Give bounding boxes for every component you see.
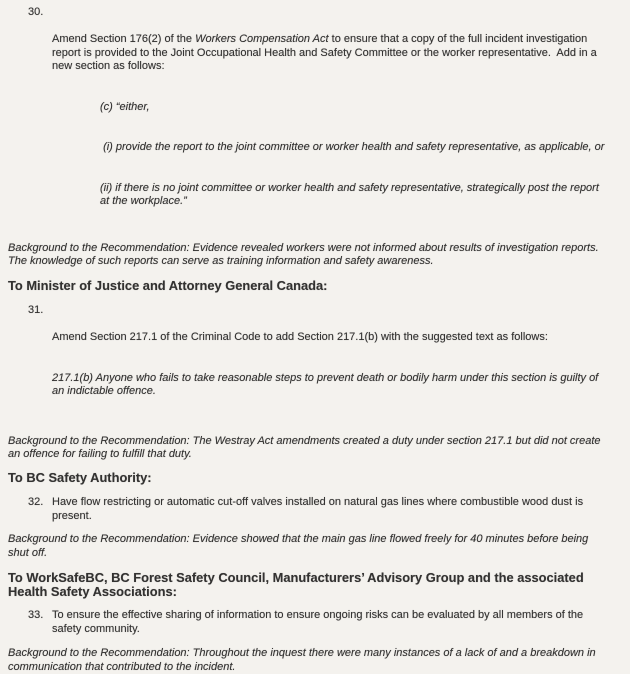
recommendation-30-content	[52, 6, 610, 236]
recommendation-33	[28, 609, 610, 636]
recommendation-32-content: Have flow restricting or automatic cut-off valves installed on natural gas lines where combustible wood dust is present.	[52, 496, 587, 522]
recommendation-33-content: To ensure the effective sharing of information to ensure ongoing risks can be evaluated by all members of the safety community.	[52, 609, 587, 635]
recommendation-31-intro: Amend Section 217.1 of the Criminal Code to add Section 217.1(b) with the suggested text as follows:	[52, 331, 548, 343]
act-name-italic: Workers Compensation Act	[195, 33, 329, 45]
recommendation-30-paragraph	[52, 33, 610, 74]
recommendation-32-number: 32.	[28, 496, 44, 508]
background-recommendation-32: Background to the Recommendation: Evidence showed that the main gas line flowed freely for 40 minutes before being shut off.	[8, 533, 592, 559]
recommendation-31-number: 31.	[28, 304, 44, 316]
recommendation-31-quoted-text: 217.1(b) Anyone who fails to take reasonable steps to prevent death or bodily harm under this section is guilty of an indictable offence.	[52, 371, 602, 397]
recommendation-33-number: 33.	[28, 609, 44, 621]
background-recommendation-31: Background to the Recommendation: The Westray Act amendments created a duty under section 217.1 but did not create an offence for failing to fulfill that duty.	[8, 434, 604, 460]
recommendation-31-content	[52, 304, 610, 426]
background-recommendation-30: Background to the Recommendation: Evidence revealed workers were not informed about results of investigation reports. The knowledge of such reports can serve as training information and safety awareness.	[8, 241, 605, 267]
background-recommendation-33: Background to the Recommendation: Throughout the inquest there were many instances of a lack of and a breakdown in communication that contributed to the incident.	[8, 647, 599, 673]
clause-c: (c) “either,	[100, 100, 150, 113]
clause-ii: (ii) if there is no joint committee or worker health and safety representative, strategically post the report at the workplace.”	[100, 181, 602, 207]
clause-i: (i) provide the report to the joint committee or worker health and safety representative, as applicable, or	[100, 141, 605, 153]
recommendation-30-body: to ensure that a copy of the full incident investigation report is provided to the Joint Occupational Health and Safety Committee or the worker representative. Add in a new section as follows:	[52, 33, 600, 72]
recommendation-30	[28, 6, 610, 236]
recommendation-32	[28, 496, 610, 523]
heading-bc-safety-authority: To BC Safety Authority:	[8, 469, 152, 485]
recommendation-30-number: 30.	[28, 6, 44, 18]
heading-worksafebc-group: To WorkSafeBC, BC Forest Safety Council, Manufacturers’ Advisory Group and the associated Health Safety Associations:	[8, 570, 588, 599]
heading-minister-of-justice: To Minister of Justice and Attorney General Canada:	[8, 277, 328, 293]
recommendation-30-lead: Amend Section 176(2) of the	[52, 33, 196, 45]
recommendation-31	[28, 304, 610, 426]
